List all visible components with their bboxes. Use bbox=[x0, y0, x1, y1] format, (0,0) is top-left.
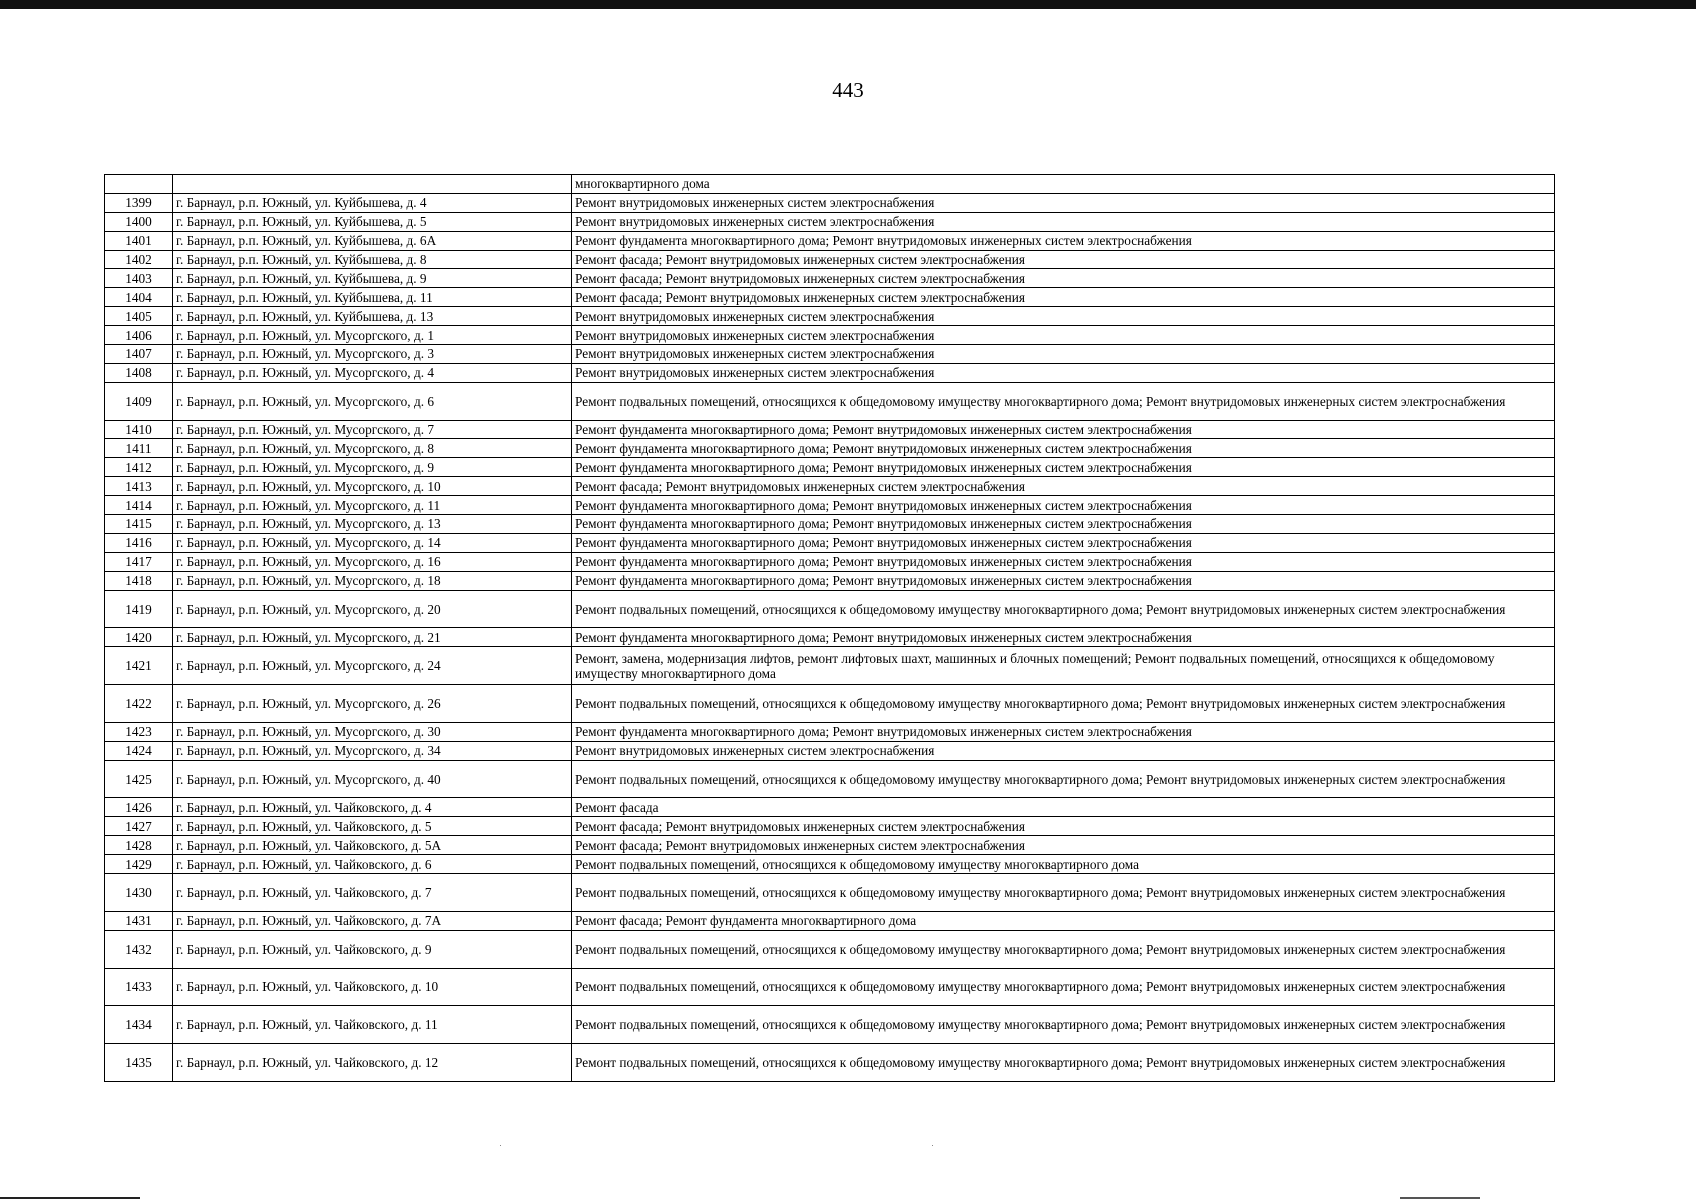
table-row bbox=[105, 382, 1555, 420]
row-number-cell: 1421 bbox=[105, 647, 173, 685]
table-row bbox=[105, 911, 1555, 930]
address-cell: г. Барнаул, р.п. Южный, ул. Чайковского, д. 10 bbox=[173, 968, 572, 1006]
work-type-cell: Ремонт фасада; Ремонт внутридомовых инженерных систем электроснабжения bbox=[572, 250, 1555, 269]
address-cell: г. Барнаул, р.п. Южный, ул. Куйбышева, д. 13 bbox=[173, 307, 572, 326]
table-row bbox=[105, 515, 1555, 534]
page-number: 443 bbox=[832, 78, 864, 102]
row-number-cell: 1431 bbox=[105, 911, 173, 930]
table-row bbox=[105, 439, 1555, 458]
row-number-cell: 1402 bbox=[105, 250, 173, 269]
address-cell: г. Барнаул, р.п. Южный, ул. Мусоргского, д. 18 bbox=[173, 571, 572, 590]
row-number-cell: 1411 bbox=[105, 439, 173, 458]
address-cell: г. Барнаул, р.п. Южный, ул. Мусоргского, д. 3 bbox=[173, 345, 572, 364]
table-row bbox=[105, 968, 1555, 1006]
continuation-row bbox=[105, 175, 1555, 194]
table-row bbox=[105, 647, 1555, 685]
row-number-cell: 1422 bbox=[105, 685, 173, 723]
scan-bottom-edge-mark bbox=[0, 1197, 140, 1199]
table-row bbox=[105, 836, 1555, 855]
work-type-cell: Ремонт внутридомовых инженерных систем электроснабжения bbox=[572, 212, 1555, 231]
row-number-cell: 1406 bbox=[105, 326, 173, 345]
table-row bbox=[105, 628, 1555, 647]
row-number-cell: 1428 bbox=[105, 836, 173, 855]
work-type-cell: Ремонт фундамента многоквартирного дома; Ремонт внутридомовых инженерных систем электроснабжения bbox=[572, 496, 1555, 515]
work-type-cell: Ремонт фундамента многоквартирного дома; Ремонт внутридомовых инженерных систем электроснабжения bbox=[572, 458, 1555, 477]
work-type-cell: Ремонт фасада; Ремонт внутридомовых инженерных систем электроснабжения bbox=[572, 288, 1555, 307]
address-cell: г. Барнаул, р.п. Южный, ул. Мусоргского, д. 30 bbox=[173, 722, 572, 741]
table-row bbox=[105, 533, 1555, 552]
row-number-cell: 1414 bbox=[105, 496, 173, 515]
work-type-cell: Ремонт фундамента многоквартирного дома; Ремонт внутридомовых инженерных систем электроснабжения bbox=[572, 420, 1555, 439]
address-cell: г. Барнаул, р.п. Южный, ул. Мусоргского, д. 8 bbox=[173, 439, 572, 458]
row-number-cell: 1434 bbox=[105, 1006, 173, 1044]
row-number-cell: 1433 bbox=[105, 968, 173, 1006]
work-type-cell: Ремонт подвальных помещений, относящихся к общедомовому имуществу многоквартирного дома; Ремонт внутридомовых инженерных систем электроснабжения bbox=[572, 382, 1555, 420]
table-row bbox=[105, 760, 1555, 798]
table-row bbox=[105, 1006, 1555, 1044]
address-cell: г. Барнаул, р.п. Южный, ул. Чайковского, д. 5 bbox=[173, 817, 572, 836]
row-number-cell: 1418 bbox=[105, 571, 173, 590]
address-cell: г. Барнаул, р.п. Южный, ул. Мусоргского, д. 10 bbox=[173, 477, 572, 496]
address-cell bbox=[173, 175, 572, 194]
work-type-cell: Ремонт подвальных помещений, относящихся к общедомовому имуществу многоквартирного дома; Ремонт внутридомовых инженерных систем электроснабжения bbox=[572, 760, 1555, 798]
address-cell: г. Барнаул, р.п. Южный, ул. Мусоргского, д. 9 bbox=[173, 458, 572, 477]
address-cell: г. Барнаул, р.п. Южный, ул. Мусоргского, д. 1 bbox=[173, 326, 572, 345]
row-number-cell bbox=[105, 175, 173, 194]
row-number-cell: 1423 bbox=[105, 722, 173, 741]
row-number-cell: 1407 bbox=[105, 345, 173, 364]
row-number-cell: 1425 bbox=[105, 760, 173, 798]
table-row bbox=[105, 741, 1555, 760]
row-number-cell: 1401 bbox=[105, 231, 173, 250]
work-type-cell: Ремонт внутридомовых инженерных систем электроснабжения bbox=[572, 363, 1555, 382]
table-row bbox=[105, 496, 1555, 515]
address-cell: г. Барнаул, р.п. Южный, ул. Мусоргского, д. 16 bbox=[173, 552, 572, 571]
table-row bbox=[105, 930, 1555, 968]
repair-register-table bbox=[104, 174, 1555, 1082]
work-type-cell: Ремонт, замена, модернизация лифтов, ремонт лифтовых шахт, машинных и блочных помещений; Ремонт подвальных помещений, относящихся к общедомовому имуществу многоквартирного дома bbox=[572, 647, 1555, 685]
work-type-cell: Ремонт фундамента многоквартирного дома; Ремонт внутридомовых инженерных систем электроснабжения bbox=[572, 515, 1555, 534]
address-cell: г. Барнаул, р.п. Южный, ул. Чайковского, д. 4 bbox=[173, 798, 572, 817]
table-row bbox=[105, 1044, 1555, 1082]
table-row bbox=[105, 571, 1555, 590]
row-number-cell: 1399 bbox=[105, 193, 173, 212]
address-cell: г. Барнаул, р.п. Южный, ул. Мусоргского, д. 21 bbox=[173, 628, 572, 647]
row-number-cell: 1416 bbox=[105, 533, 173, 552]
work-type-cell: Ремонт фасада; Ремонт внутридомовых инженерных систем электроснабжения bbox=[572, 817, 1555, 836]
address-cell: г. Барнаул, р.п. Южный, ул. Чайковского, д. 9 bbox=[173, 930, 572, 968]
work-type-cell: Ремонт подвальных помещений, относящихся к общедомовому имуществу многоквартирного дома; Ремонт внутридомовых инженерных систем электроснабжения bbox=[572, 685, 1555, 723]
work-type-cell: многоквартирного дома bbox=[572, 175, 1555, 194]
address-cell: г. Барнаул, р.п. Южный, ул. Мусоргского, д. 24 bbox=[173, 647, 572, 685]
work-type-cell: Ремонт внутридомовых инженерных систем электроснабжения bbox=[572, 307, 1555, 326]
table-row bbox=[105, 288, 1555, 307]
work-type-cell: Ремонт подвальных помещений, относящихся к общедомовому имуществу многоквартирного дома bbox=[572, 855, 1555, 874]
table-row bbox=[105, 552, 1555, 571]
work-type-cell: Ремонт фундамента многоквартирного дома; Ремонт внутридомовых инженерных систем электроснабжения bbox=[572, 552, 1555, 571]
work-type-cell: Ремонт подвальных помещений, относящихся к общедомовому имуществу многоквартирного дома; Ремонт внутридомовых инженерных систем электроснабжения bbox=[572, 1006, 1555, 1044]
address-cell: г. Барнаул, р.п. Южный, ул. Куйбышева, д. 8 bbox=[173, 250, 572, 269]
work-type-cell: Ремонт подвальных помещений, относящихся к общедомовому имуществу многоквартирного дома; Ремонт внутридомовых инженерных систем электроснабжения bbox=[572, 968, 1555, 1006]
work-type-cell: Ремонт фундамента многоквартирного дома; Ремонт внутридомовых инженерных систем электроснабжения bbox=[572, 628, 1555, 647]
table-row bbox=[105, 420, 1555, 439]
address-cell: г. Барнаул, р.п. Южный, ул. Куйбышева, д. 9 bbox=[173, 269, 572, 288]
work-type-cell: Ремонт подвальных помещений, относящихся к общедомовому имуществу многоквартирного дома; Ремонт внутридомовых инженерных систем электроснабжения bbox=[572, 874, 1555, 912]
table-body bbox=[105, 175, 1555, 1082]
work-type-cell: Ремонт фундамента многоквартирного дома; Ремонт внутридомовых инженерных систем электроснабжения bbox=[572, 231, 1555, 250]
table-row bbox=[105, 798, 1555, 817]
table-row bbox=[105, 363, 1555, 382]
work-type-cell: Ремонт фасада; Ремонт внутридомовых инженерных систем электроснабжения bbox=[572, 477, 1555, 496]
address-cell: г. Барнаул, р.п. Южный, ул. Куйбышева, д. 5 bbox=[173, 212, 572, 231]
row-number-cell: 1432 bbox=[105, 930, 173, 968]
work-type-cell: Ремонт фасада; Ремонт внутридомовых инженерных систем электроснабжения bbox=[572, 269, 1555, 288]
table-row bbox=[105, 722, 1555, 741]
row-number-cell: 1409 bbox=[105, 382, 173, 420]
row-number-cell: 1424 bbox=[105, 741, 173, 760]
table-row bbox=[105, 307, 1555, 326]
work-type-cell: Ремонт фасада; Ремонт фундамента многоквартирного дома bbox=[572, 911, 1555, 930]
work-type-cell: Ремонт подвальных помещений, относящихся к общедомовому имуществу многоквартирного дома; Ремонт внутридомовых инженерных систем электроснабжения bbox=[572, 1044, 1555, 1082]
table-row bbox=[105, 193, 1555, 212]
row-number-cell: 1426 bbox=[105, 798, 173, 817]
address-cell: г. Барнаул, р.п. Южный, ул. Мусоргского, д. 4 bbox=[173, 363, 572, 382]
table-row bbox=[105, 458, 1555, 477]
address-cell: г. Барнаул, р.п. Южный, ул. Мусоргского, д. 6 bbox=[173, 382, 572, 420]
work-type-cell: Ремонт фасада; Ремонт внутридомовых инженерных систем электроснабжения bbox=[572, 836, 1555, 855]
table-row bbox=[105, 250, 1555, 269]
table-row bbox=[105, 345, 1555, 364]
row-number-cell: 1415 bbox=[105, 515, 173, 534]
work-type-cell: Ремонт фундамента многоквартирного дома; Ремонт внутридомовых инженерных систем электроснабжения bbox=[572, 439, 1555, 458]
row-number-cell: 1429 bbox=[105, 855, 173, 874]
scan-speck bbox=[932, 1145, 933, 1146]
work-type-cell: Ремонт фундамента многоквартирного дома; Ремонт внутридомовых инженерных систем электроснабжения bbox=[572, 571, 1555, 590]
address-cell: г. Барнаул, р.п. Южный, ул. Мусоргского, д. 11 bbox=[173, 496, 572, 515]
address-cell: г. Барнаул, р.п. Южный, ул. Чайковского, д. 7А bbox=[173, 911, 572, 930]
address-cell: г. Барнаул, р.п. Южный, ул. Чайковского, д. 7 bbox=[173, 874, 572, 912]
table-row bbox=[105, 855, 1555, 874]
row-number-cell: 1404 bbox=[105, 288, 173, 307]
scan-speck bbox=[500, 1145, 501, 1146]
address-cell: г. Барнаул, р.п. Южный, ул. Мусоргского, д. 7 bbox=[173, 420, 572, 439]
table-row bbox=[105, 212, 1555, 231]
address-cell: г. Барнаул, р.п. Южный, ул. Мусоргского, д. 14 bbox=[173, 533, 572, 552]
address-cell: г. Барнаул, р.п. Южный, ул. Мусоргского, д. 26 bbox=[173, 685, 572, 723]
row-number-cell: 1403 bbox=[105, 269, 173, 288]
address-cell: г. Барнаул, р.п. Южный, ул. Мусоргского, д. 40 bbox=[173, 760, 572, 798]
table-row bbox=[105, 590, 1555, 628]
table-row bbox=[105, 685, 1555, 723]
row-number-cell: 1413 bbox=[105, 477, 173, 496]
address-cell: г. Барнаул, р.п. Южный, ул. Куйбышева, д. 6А bbox=[173, 231, 572, 250]
scan-top-edge bbox=[0, 0, 1696, 9]
address-cell: г. Барнаул, р.п. Южный, ул. Чайковского, д. 6 bbox=[173, 855, 572, 874]
work-type-cell: Ремонт фундамента многоквартирного дома; Ремонт внутридомовых инженерных систем электроснабжения bbox=[572, 722, 1555, 741]
address-cell: г. Барнаул, р.п. Южный, ул. Мусоргского, д. 34 bbox=[173, 741, 572, 760]
row-number-cell: 1419 bbox=[105, 590, 173, 628]
table-row bbox=[105, 477, 1555, 496]
work-type-cell: Ремонт подвальных помещений, относящихся к общедомовому имуществу многоквартирного дома; Ремонт внутридомовых инженерных систем электроснабжения bbox=[572, 930, 1555, 968]
table-row bbox=[105, 231, 1555, 250]
work-type-cell: Ремонт внутридомовых инженерных систем электроснабжения bbox=[572, 326, 1555, 345]
table-row bbox=[105, 874, 1555, 912]
work-type-cell: Ремонт фасада bbox=[572, 798, 1555, 817]
work-type-cell: Ремонт внутридомовых инженерных систем электроснабжения bbox=[572, 193, 1555, 212]
work-type-cell: Ремонт подвальных помещений, относящихся к общедомовому имуществу многоквартирного дома; Ремонт внутридомовых инженерных систем электроснабжения bbox=[572, 590, 1555, 628]
work-type-cell: Ремонт внутридомовых инженерных систем электроснабжения bbox=[572, 345, 1555, 364]
row-number-cell: 1408 bbox=[105, 363, 173, 382]
row-number-cell: 1420 bbox=[105, 628, 173, 647]
row-number-cell: 1410 bbox=[105, 420, 173, 439]
address-cell: г. Барнаул, р.п. Южный, ул. Чайковского, д. 12 bbox=[173, 1044, 572, 1082]
work-type-cell: Ремонт внутридомовых инженерных систем электроснабжения bbox=[572, 741, 1555, 760]
row-number-cell: 1427 bbox=[105, 817, 173, 836]
address-cell: г. Барнаул, р.п. Южный, ул. Чайковского, д. 5А bbox=[173, 836, 572, 855]
row-number-cell: 1417 bbox=[105, 552, 173, 571]
address-cell: г. Барнаул, р.п. Южный, ул. Мусоргского, д. 20 bbox=[173, 590, 572, 628]
row-number-cell: 1400 bbox=[105, 212, 173, 231]
work-type-cell: Ремонт фундамента многоквартирного дома; Ремонт внутридомовых инженерных систем электроснабжения bbox=[572, 533, 1555, 552]
row-number-cell: 1405 bbox=[105, 307, 173, 326]
address-cell: г. Барнаул, р.п. Южный, ул. Куйбышева, д. 4 bbox=[173, 193, 572, 212]
row-number-cell: 1435 bbox=[105, 1044, 173, 1082]
table-row bbox=[105, 326, 1555, 345]
scan-bottom-edge-mark bbox=[1400, 1197, 1480, 1199]
address-cell: г. Барнаул, р.п. Южный, ул. Куйбышева, д. 11 bbox=[173, 288, 572, 307]
table-row bbox=[105, 817, 1555, 836]
address-cell: г. Барнаул, р.п. Южный, ул. Чайковского, д. 11 bbox=[173, 1006, 572, 1044]
address-cell: г. Барнаул, р.п. Южный, ул. Мусоргского, д. 13 bbox=[173, 515, 572, 534]
row-number-cell: 1412 bbox=[105, 458, 173, 477]
row-number-cell: 1430 bbox=[105, 874, 173, 912]
table-row bbox=[105, 269, 1555, 288]
